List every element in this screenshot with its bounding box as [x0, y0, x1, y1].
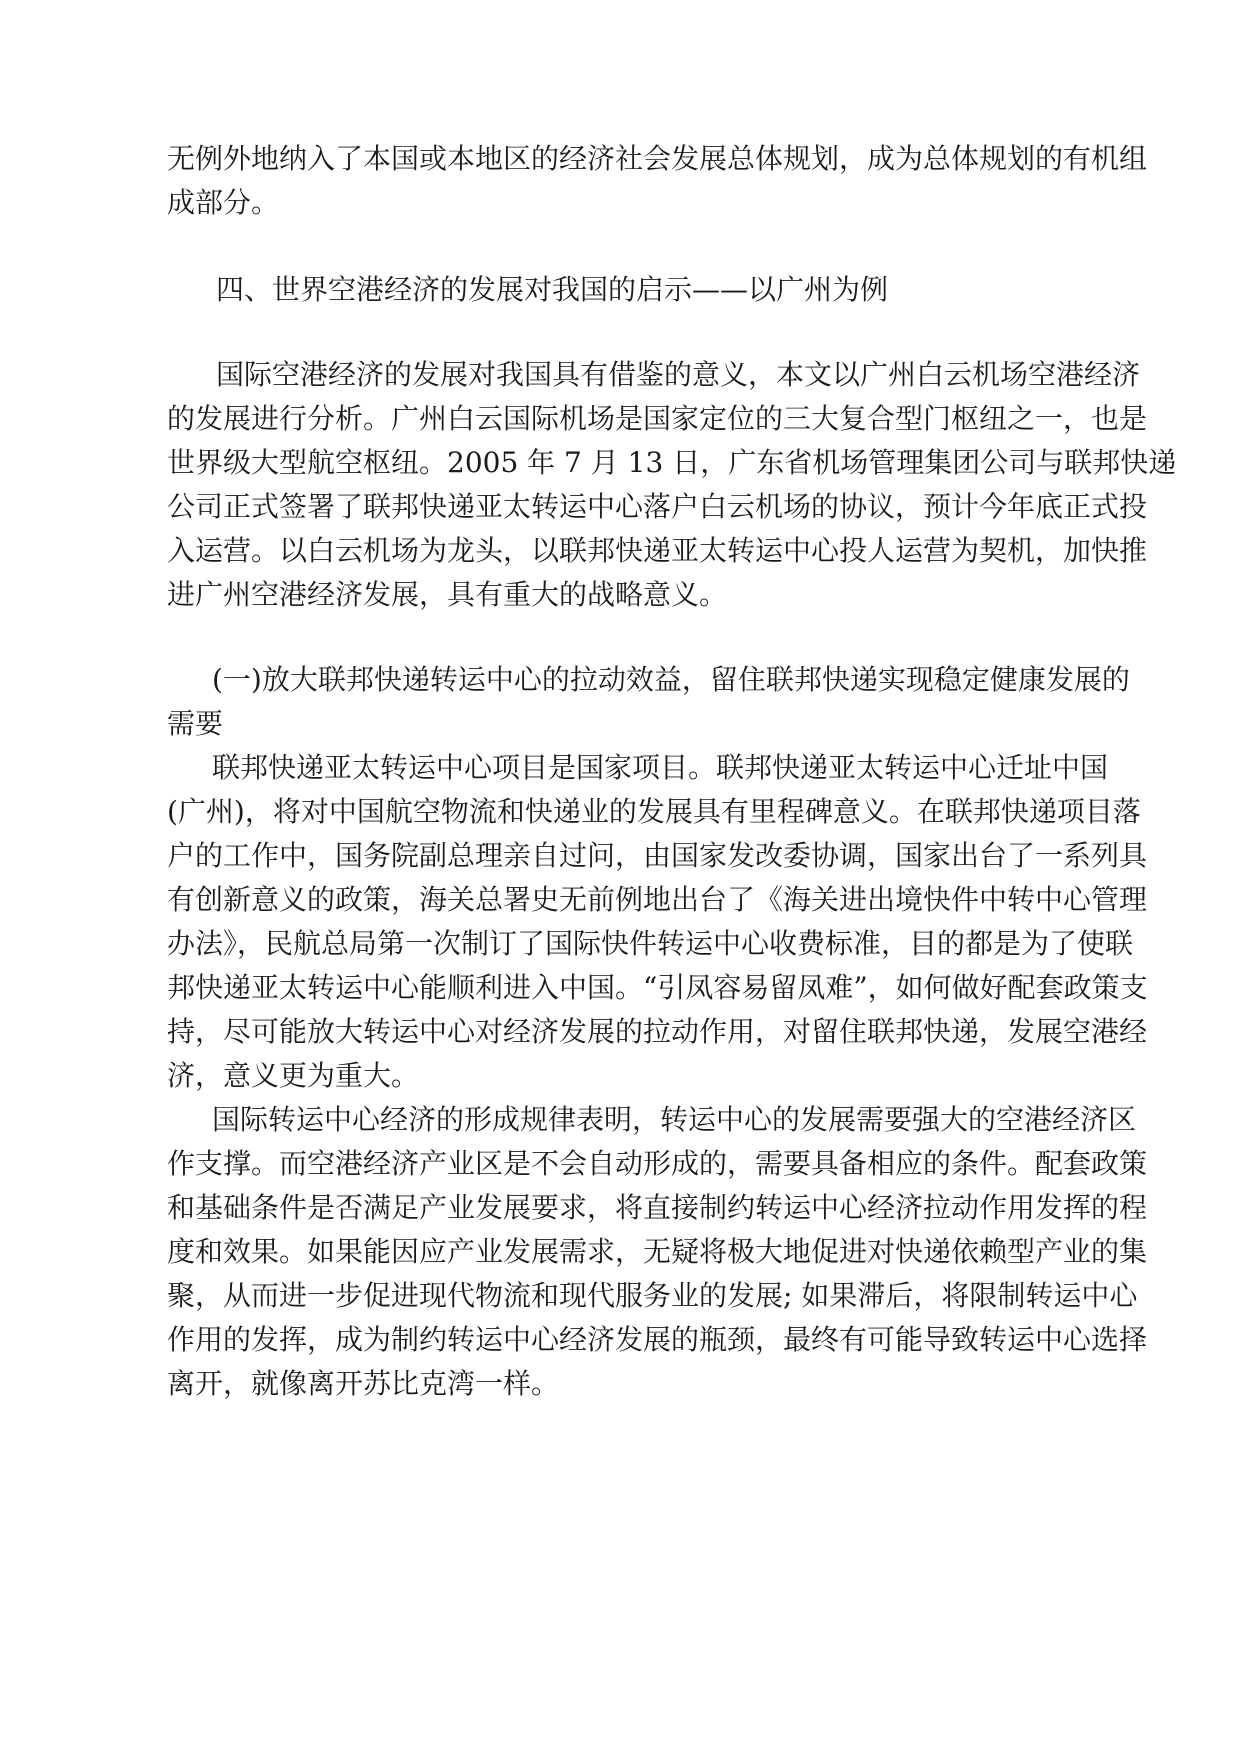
section-heading: 四、世界空港经济的发展对我国的启示——以广州为例	[216, 273, 889, 306]
paragraph-line: 度和效果。如果能因应产业发展需求，无疑将极大地促进对快递依赖型产业的集	[167, 1235, 1148, 1268]
paragraph-line: 国际转运中心经济的形成规律表明，转运中心的发展需要强大的空港经济区	[212, 1103, 1137, 1136]
paragraph-line: 办法》，民航总局第一次制订了国际快件转运中心收费标准，目的都是为了使联	[167, 927, 1134, 960]
paragraph-line: 持，尽可能放大转运中心对经济发展的拉动作用，对留住联邦快递，发展空港经	[167, 1015, 1148, 1048]
paragraph-line: 有创新意义的政策，海关总署史无前例地出台了《海关进出境快件中转中心管理	[167, 883, 1148, 916]
paragraph-line: 邦快递亚太转运中心能顺利进入中国。“引凤容易留凤难”，如何做好配套政策支	[167, 971, 1148, 1004]
paragraph-line: 的发展进行分析。广州白云国际机场是国家定位的三大复合型门枢纽之一，也是	[167, 402, 1148, 435]
paragraph-line: 入运营。以白云机场为龙头，以联邦快递亚太转运中心投人运营为契机，加快推	[167, 534, 1148, 567]
paragraph-line: 成部分。	[167, 186, 280, 219]
paragraph-line: 世界级大型航空枢纽。2005 年 7 月 13 日，广东省机场管理集团公司与联邦快递	[167, 446, 1177, 479]
paragraph-line: (广州)，将对中国航空物流和快递业的发展具有里程碑意义。在联邦快递项目落	[167, 795, 1141, 828]
paragraph-line: 济，意义更为重大。	[167, 1059, 420, 1092]
paragraph-line: 联邦快递亚太转运中心项目是国家项目。联邦快递亚太转运中心迁址中国	[212, 751, 1109, 784]
paragraph-line: 户的工作中，国务院副总理亲自过问，由国家发改委协调，国家出台了一系列具	[167, 839, 1148, 872]
paragraph-line: 无例外地纳入了本国或本地区的经济社会发展总体规划，成为总体规划的有机组	[167, 142, 1148, 175]
paragraph-line: 聚，从而进一步促进现代物流和现代服务业的发展; 如果滞后，将限制转运中心	[167, 1279, 1138, 1312]
paragraph-line: 和基础条件是否满足产业发展要求，将直接制约转运中心经济拉动作用发挥的程	[167, 1191, 1148, 1224]
paragraph-line: 离开，就像离开苏比克湾一样。	[167, 1367, 560, 1400]
paragraph-line: 作支撑。而空港经济产业区是不会自动形成的，需要具备相应的条件。配套政策	[167, 1147, 1148, 1180]
paragraph-line: 作用的发挥，成为制约转运中心经济发展的瓶颈，最终有可能导致转运中心选择	[167, 1323, 1148, 1356]
subsection-heading: 需要	[167, 707, 224, 740]
paragraph-line: 公司正式签署了联邦快递亚太转运中心落户白云机场的协议，预计今年底正式投	[167, 490, 1148, 523]
paragraph-line: 国际空港经济的发展对我国具有借鉴的意义，本文以广州白云机场空港经济	[216, 358, 1141, 391]
subsection-heading: (一)放大联邦快递转运中心的拉动效益，留住联邦快递实现稳定健康发展的	[212, 663, 1130, 696]
paragraph-line: 进广州空港经济发展，具有重大的战略意义。	[167, 578, 728, 611]
